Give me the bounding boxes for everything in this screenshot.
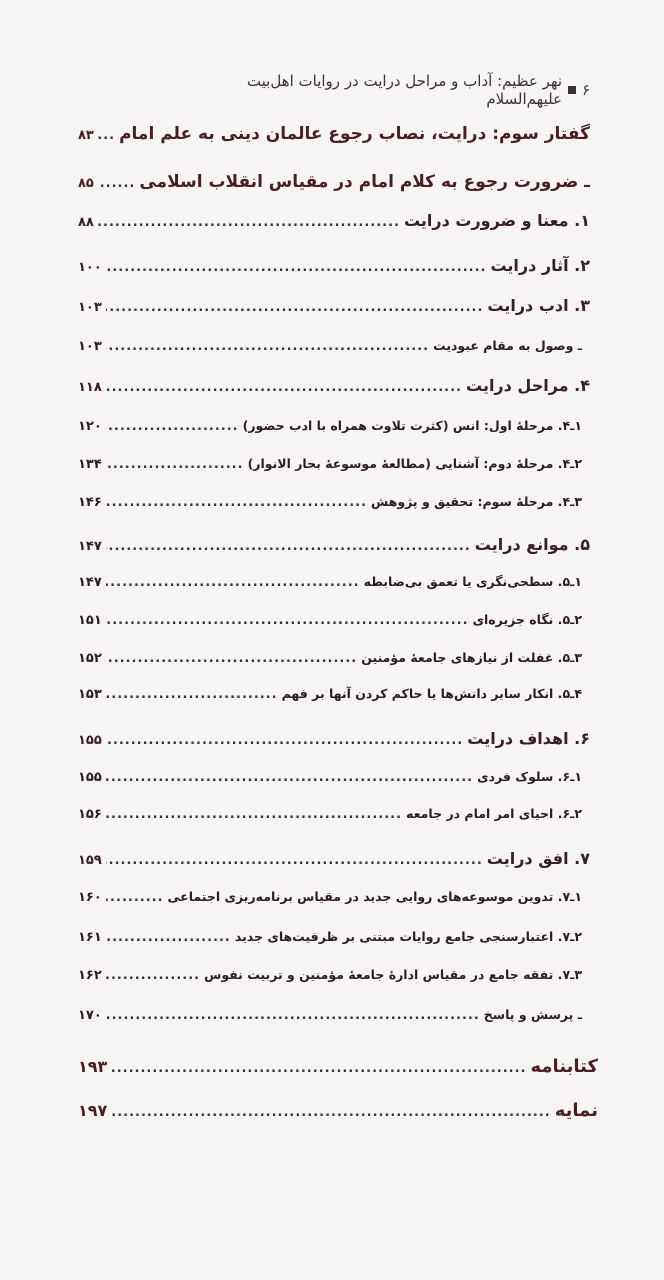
toc-entry: [78, 124, 590, 144]
entry-page: ۱۴۷: [78, 575, 102, 590]
entry-title: ۶. اهداف درایت: [467, 729, 590, 748]
leader-dots: [106, 733, 463, 748]
entry-title: ۲. آثار درایت: [490, 256, 590, 275]
leader-dots: [111, 1061, 526, 1076]
book-title: نهر عظیم: آداب و مراحل درایت در روایات اهل‌بیت علیهم‌السلام: [246, 72, 563, 108]
toc-entry: [78, 574, 582, 590]
leader-dots: [98, 176, 135, 191]
toc-entry: [78, 650, 582, 666]
leader-dots: [106, 930, 231, 945]
leader-dots: [106, 260, 487, 275]
entry-page: ۱۵۱: [78, 613, 102, 628]
toc-entry: [78, 376, 590, 395]
toc-entry: [78, 967, 582, 983]
toc-entry: [78, 535, 590, 554]
toc-entry: [78, 256, 590, 275]
toc-entry: [78, 929, 582, 945]
entry-title: ۲ـ۷. اعتبارسنجی جامع روایات مبتنی بر ظرفیت‌های جدید: [234, 929, 582, 944]
entry-page: ۱۹۷: [78, 1101, 108, 1120]
entry-title: ۳ـ۵. غفلت از نیازهای جامعهٔ مؤمنین: [361, 650, 582, 665]
entry-page: ۱۰۳: [78, 339, 102, 354]
entry-title: ۲ـ۴. مرحلهٔ دوم: آشنایی (مطالعهٔ موسوعهٔ بحار الانوار): [247, 456, 582, 471]
entry-title: ۱ـ۷. تدوین موسوعه‌های روایی جدید در مقیاس برنامه‌ریزی اجتماعی: [167, 889, 582, 904]
toc-entry: [78, 1007, 582, 1023]
entry-page: ۱۲۰: [78, 419, 102, 434]
entry-page: ۱۵۲: [78, 651, 102, 666]
toc-entry: [78, 172, 590, 192]
leader-dots: [106, 890, 164, 905]
leader-dots: [106, 419, 239, 434]
leader-dots: [106, 651, 357, 666]
entry-title: ۲ـ۵. نگاه جزیره‌ای: [472, 612, 582, 627]
toc-entry: [78, 456, 582, 472]
entry-page: ۱۷۰: [78, 1008, 102, 1023]
entry-page: ۱۶۲: [78, 968, 102, 983]
leader-dots: [111, 1105, 550, 1120]
leader-dots: [106, 300, 484, 315]
entry-title: ۳. ادب درایت: [487, 296, 590, 315]
leader-dots: [98, 215, 400, 230]
entry-page: ۱۶۱: [78, 930, 102, 945]
toc-entry: [78, 769, 582, 785]
toc-entry: [78, 889, 582, 905]
square-bullet-icon: [568, 86, 576, 94]
toc-entry: [78, 338, 582, 354]
toc-entry: [78, 211, 590, 230]
toc-entry: [78, 849, 590, 868]
toc-entry: [78, 729, 590, 748]
entry-title: ۲ـ۶. احیای امر امام در جامعه: [406, 806, 582, 821]
entry-title: ۳ـ۷. تفقه جامع در مقیاس ادارهٔ جامعهٔ مؤمنین و تربیت نفوس: [204, 967, 582, 982]
entry-page: ۸۳: [78, 128, 94, 143]
entry-page: ۱۹۳: [78, 1057, 108, 1076]
entry-title: ۴ـ۵. انکار سایر دانش‌ها یا حاکم کردن آنها بر فهم: [281, 686, 582, 701]
leader-dots: [98, 128, 115, 143]
entry-title: ۱ـ۵. سطحی‌نگری یا تعمق بی‌ضابطه: [363, 574, 582, 589]
entry-title: گفتار سوم: درایت، نصاب رجوع عالمان دینی به علم امام: [119, 124, 590, 144]
leader-dots: [106, 613, 469, 628]
entry-page: ۸۵: [78, 176, 94, 191]
entry-title: ۱ـ۶. سلوک فردی: [477, 769, 582, 784]
leader-dots: [106, 380, 462, 395]
entry-title: ۴. مراحل درایت: [466, 376, 590, 395]
entry-page: ۱۵۵: [78, 733, 102, 748]
toc-entry: [78, 296, 590, 315]
entry-title: ۱ـ۴. مرحلهٔ اول: انس (کثرت تلاوت همراه با ادب حضور): [242, 418, 582, 433]
toc-entry: [78, 418, 582, 434]
toc-entry: [78, 612, 582, 628]
toc-entry-index: [78, 1100, 598, 1121]
entry-title: ـ وصول به مقام عبودیت: [433, 338, 582, 353]
leader-dots: [106, 495, 367, 510]
entry-title: ۱. معنا و ضرورت درایت: [403, 211, 590, 230]
entry-title: ۷. افق درایت: [486, 849, 590, 868]
entry-page: ۱۶۰: [78, 890, 102, 905]
entry-page: ۱۰۳: [78, 300, 102, 315]
toc-entry: [78, 494, 582, 510]
toc-entry: [78, 686, 582, 702]
entry-page: ۱۱۸: [78, 380, 102, 395]
leader-dots: [106, 807, 402, 822]
entry-page: ۱۴۷: [78, 539, 102, 554]
entry-page: ۱۳۴: [78, 457, 102, 472]
entry-page: ۱۵۳: [78, 687, 102, 702]
leader-dots: [106, 575, 360, 590]
entry-title: ۳ـ۴. مرحلهٔ سوم: تحقیق و پژوهش: [371, 494, 582, 509]
leader-dots: [106, 770, 473, 785]
entry-title: نمایه: [554, 1100, 598, 1121]
entry-page: ۱۵۵: [78, 770, 102, 785]
page-number: ۶: [581, 81, 590, 99]
leader-dots: [106, 687, 278, 702]
entry-page: ۱۵۶: [78, 807, 102, 822]
toc-entry-bibliography: [78, 1056, 598, 1077]
entry-title: ـ پرسش و پاسخ: [483, 1007, 582, 1022]
entry-page: ۱۰۰: [78, 260, 102, 275]
entry-page: ۱۵۹: [78, 853, 102, 868]
entry-title: ـ ضرورت رجوع به کلام امام در مقیاس انقلاب اسلامی: [139, 172, 590, 192]
leader-dots: [106, 853, 483, 868]
leader-dots: [106, 539, 471, 554]
toc-entry: [78, 806, 582, 822]
leader-dots: [106, 457, 244, 472]
entry-title: کتابنامه: [530, 1056, 598, 1077]
entry-page: ۱۴۶: [78, 495, 102, 510]
leader-dots: [106, 339, 429, 354]
entry-title: ۵. موانع درایت: [474, 535, 590, 554]
entry-page: ۸۸: [78, 215, 94, 230]
leader-dots: [106, 968, 200, 983]
leader-dots: [106, 1008, 480, 1023]
running-header: [170, 72, 590, 108]
